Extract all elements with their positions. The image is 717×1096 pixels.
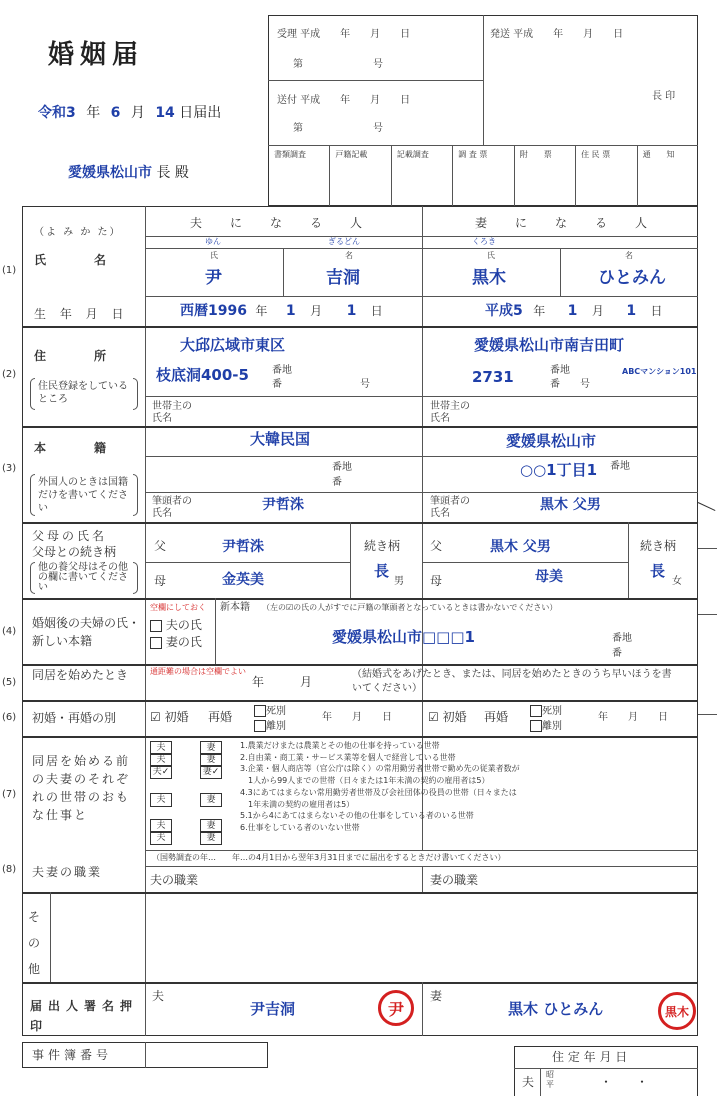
occupation-checkbox[interactable]: 夫: [150, 741, 172, 755]
office-check-5: 住 民 票: [581, 150, 611, 159]
office-check-6: 通 知: [642, 150, 675, 159]
husband-surname-option[interactable]: 夫の氏: [150, 619, 202, 632]
office-sent: 発送 平成 年 月 日: [490, 29, 624, 40]
occupation-checkbox[interactable]: 夫: [150, 753, 172, 767]
husband-header: 夫 に な る 人: [190, 216, 371, 230]
wife-birthdate: 平成5 年 1 月 1 日: [485, 303, 663, 319]
occupation-checkbox[interactable]: 夫: [150, 819, 172, 833]
husband-honseki: 大韓民国: [250, 430, 311, 448]
chief-seal-label: 長 印: [652, 91, 676, 102]
husband-divorced[interactable]: 離別: [254, 720, 286, 732]
wife-first-marriage[interactable]: ☑ 初婚: [428, 710, 467, 724]
office-check-0: 書類調査: [274, 150, 306, 159]
wife-surname-option[interactable]: 妻の氏: [150, 636, 202, 649]
wife-divorced[interactable]: 離別: [530, 720, 562, 732]
occupation-item: 4.3にあてはまらない常用勤労者世帯及び会社団体の役員の世帯（日々または: [240, 787, 517, 797]
husband-bereaved[interactable]: 死別: [254, 705, 286, 717]
office-check-2: 記載調査: [396, 150, 429, 159]
husband-birthdate: 西暦1996 年 1 月 1 日: [180, 303, 383, 319]
wife-header: 妻 に な る 人: [475, 216, 656, 230]
occupation-item: 6.仕事をしている者のいない世帯: [240, 822, 360, 832]
wife-address: 愛媛県松山市南吉田町: [474, 336, 625, 354]
wife-given: ひとみん: [598, 268, 666, 288]
occupation-checkbox[interactable]: 妻: [200, 753, 222, 767]
wife-signature: 黒木 ひとみん: [508, 1000, 604, 1018]
occupation-checkbox[interactable]: 妻: [200, 819, 222, 833]
husband-signature: 尹吉洞: [250, 1000, 296, 1018]
occupation-checkbox[interactable]: 夫: [150, 831, 172, 845]
wife-bereaved[interactable]: 死別: [530, 705, 562, 717]
occupation-item: 1.農業だけまたは農業とその他の仕事を持っている世帯: [240, 741, 440, 750]
occupation-item: 1年未満の契約の雇用者は5）: [240, 799, 355, 809]
occupation-checkbox[interactable]: 夫✓: [150, 765, 172, 779]
office-check-3: 調 査 票: [458, 150, 488, 159]
husband-first-marriage[interactable]: ☑ 初婚: [150, 710, 189, 724]
office-check-1: 戸籍記載: [335, 150, 368, 159]
occupation-checkbox[interactable]: 妻✓: [200, 765, 222, 779]
husband-surname: 尹: [205, 268, 222, 288]
occupation-checkbox[interactable]: 妻: [200, 831, 222, 845]
occupation-checkbox[interactable]: 夫: [150, 793, 172, 807]
occupation-item: 3.企業・個人商店等（官公庁は除く）の常用勤労者世帯で勤め先の従業者数が: [240, 764, 520, 774]
occupation-item: 5.1から4にあてはまらないその他の仕事をしている者のいる世帯: [240, 811, 474, 821]
occupation-checkbox[interactable]: 妻: [200, 741, 222, 755]
wife-surname: 黒木: [472, 268, 506, 288]
occupation-checkbox[interactable]: 妻: [200, 793, 222, 807]
occupation-item: 1人から99人までの世帯（日々または1年未満の契約の雇用者は5）: [240, 776, 490, 786]
new-honseki: 愛媛県松山市□□□1: [332, 628, 475, 646]
wife-honseki: 愛媛県松山市: [506, 432, 597, 450]
form-title: 婚姻届: [48, 40, 145, 70]
husband-given: 吉洞: [326, 268, 360, 288]
office-forwarded: 送付 平成 年 月 日: [277, 95, 411, 106]
husband-seal: 尹: [378, 990, 414, 1026]
office-received: 受理 平成 年 月 日: [277, 29, 411, 40]
submission-date: 令和3 年 6 月 14 日届出: [38, 105, 222, 121]
wife-seal: 黒木: [658, 992, 696, 1030]
husband-address: 大邱広域市東区: [180, 336, 286, 354]
occupation-item: 2.自由業・商工業・サービス業等を個人で経営している世帯: [240, 752, 456, 762]
office-check-4: 附 票: [519, 150, 552, 159]
recipient: 愛媛県松山市 長 殿: [68, 165, 189, 181]
